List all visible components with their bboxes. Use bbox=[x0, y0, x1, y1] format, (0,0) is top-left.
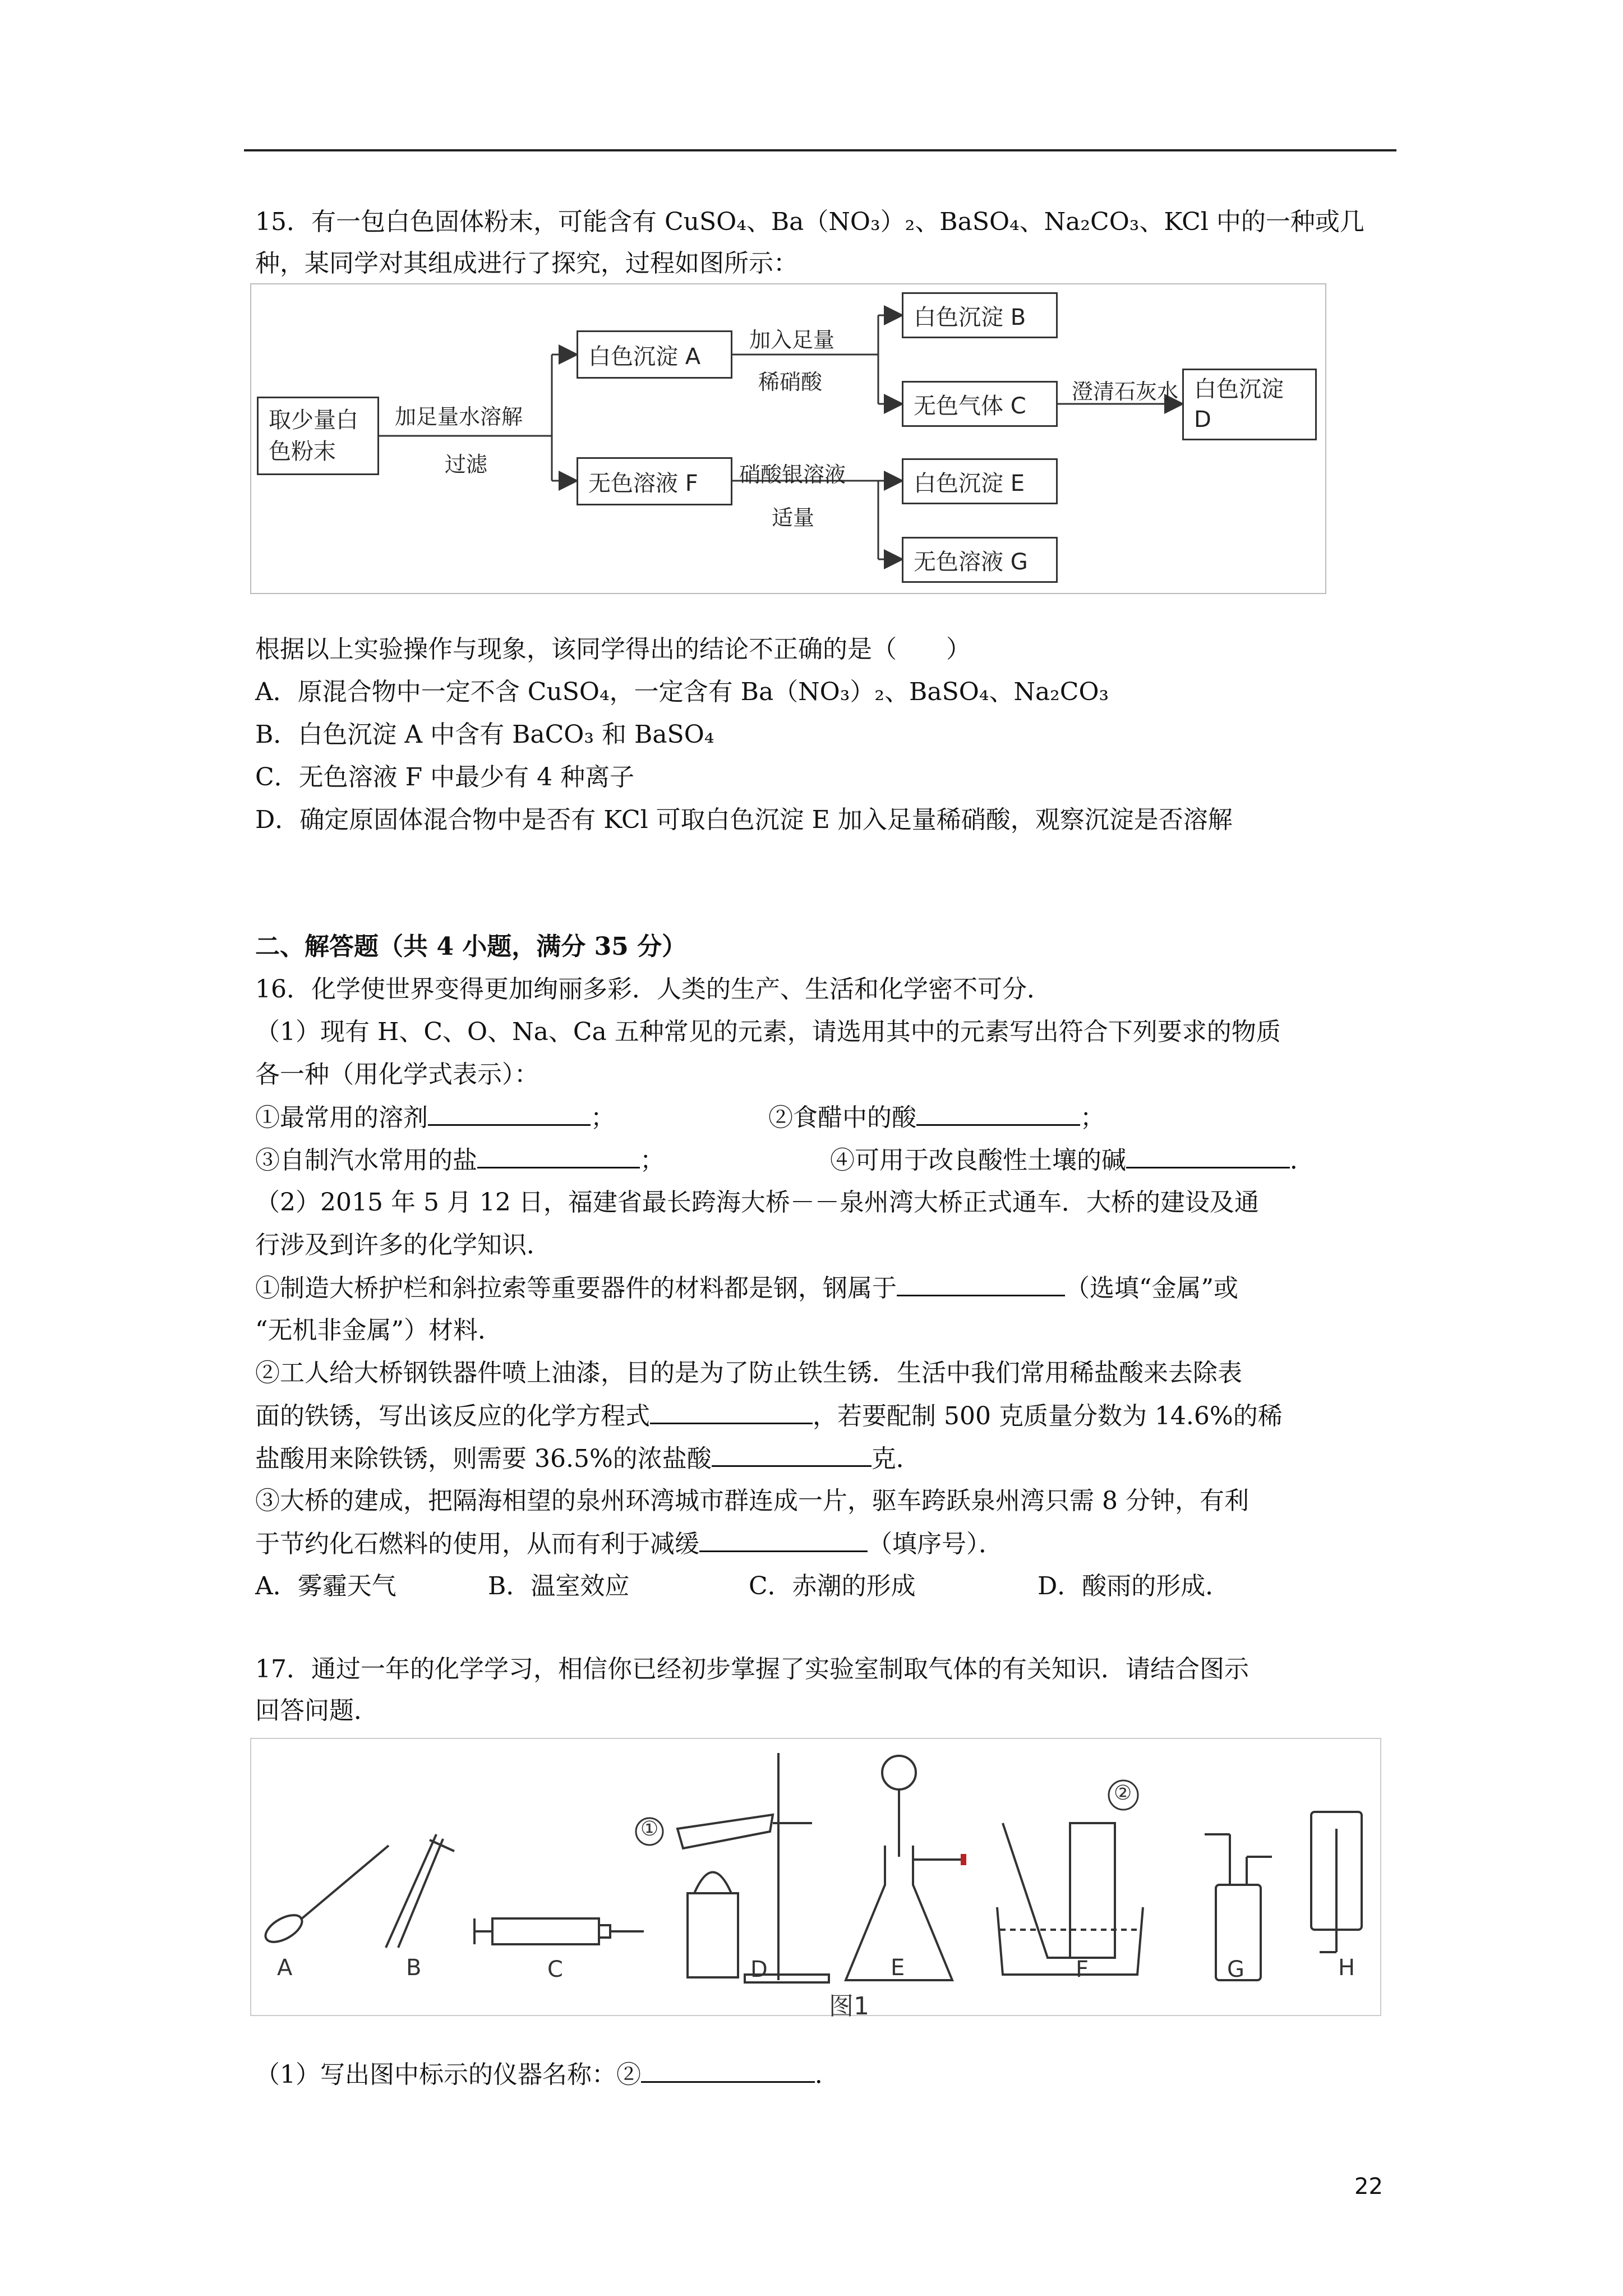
syringe-icon bbox=[474, 1918, 644, 1944]
q16-option-c: C．赤潮的形成 bbox=[749, 1572, 916, 1600]
flow-step3-bottom: 适量 bbox=[772, 505, 815, 530]
flow-start-line1: 取少量白 bbox=[269, 407, 358, 433]
flow-box-a: 白色沉淀 A bbox=[577, 330, 732, 379]
q15-line1: 15．有一包白色固体粉末，可能含有 CuSO₄、Ba（NO₃）₂、BaSO₄、Na₂CO₃、KCl 中的一种或几 bbox=[255, 208, 1364, 236]
flow-box-e: 白色沉淀 E bbox=[902, 458, 1058, 504]
q17-line2: 回答问题． bbox=[255, 1696, 379, 1725]
apparatus-label-d: D bbox=[750, 1957, 768, 1982]
spoon-icon bbox=[261, 1846, 389, 1948]
tweezers-icon bbox=[386, 1834, 454, 1948]
flow-box-d bbox=[1182, 369, 1317, 440]
apparatus-label-f: F bbox=[1076, 1957, 1089, 1982]
page-number: 22 bbox=[1354, 2174, 1383, 2200]
flow-step1-bottom: 过滤 bbox=[445, 452, 488, 477]
flowchart bbox=[250, 283, 1326, 594]
q16-item3-text: ③自制汽水常用的盐 bbox=[255, 1146, 477, 1175]
q16-option-a: A．雾霾天气 bbox=[255, 1572, 396, 1600]
q16-item1 bbox=[255, 1102, 615, 1134]
flow-box-g: 无色溶液 G bbox=[902, 537, 1058, 583]
flow-d-line1: 白色沉淀 bbox=[1194, 376, 1284, 402]
q16-sub2-text-d: 克． bbox=[871, 1444, 921, 1473]
flow-box-f: 无色溶液 F bbox=[577, 457, 732, 505]
q16-item4-text: ④可用于改良酸性土壤的碱 bbox=[830, 1146, 1126, 1175]
q16-sub1-line1 bbox=[255, 1272, 1238, 1304]
q16-part2-line1: （2）2015 年 5 月 12 日，福建省最长跨海大桥－－泉州湾大桥正式通车．大桥的建设及通 bbox=[255, 1188, 1259, 1217]
flow-step1-top: 加足量水溶解 bbox=[395, 404, 523, 429]
q16-sub2-text-c: 盐酸用来除铁锈，则需要 36.5%的浓盐酸 bbox=[255, 1444, 712, 1473]
q16-option-b: B．温室效应 bbox=[488, 1572, 630, 1600]
apparatus-mark-2: ② bbox=[1114, 1782, 1132, 1805]
q16-sub1-text-b: （选填“金属”或 bbox=[1065, 1274, 1238, 1303]
q15-line2: 种，某同学对其组成进行了探究，过程如图所示： bbox=[255, 249, 798, 278]
q16-sub3-text-a: 于节约化石燃料的使用，从而有利于减缓 bbox=[255, 1530, 699, 1558]
q15-option-c: C．无色溶液 F 中最少有 4 种离子 bbox=[255, 763, 635, 792]
flow-d-line2: D bbox=[1194, 407, 1211, 432]
q17-sub1-blank[interactable] bbox=[641, 2059, 815, 2083]
q16-item3-blank[interactable] bbox=[477, 1144, 640, 1168]
q16-intro: 16．化学使世界变得更加绚丽多彩．人类的生产、生活和化学密不可分． bbox=[255, 975, 1052, 1004]
q16-sub1-text-a: ①制造大桥护栏和斜拉索等重要器件的材料都是钢，钢属于 bbox=[255, 1274, 897, 1303]
apparatus-label-e: E bbox=[891, 1955, 905, 1981]
q15-option-d: D．确定原固体混合物中是否有 KCl 可取白色沉淀 E 加入足量稀硝酸，观察沉淀是否溶解 bbox=[255, 806, 1233, 834]
inverted-bottle-icon bbox=[1311, 1812, 1362, 1952]
apparatus-label-a: A bbox=[277, 1955, 293, 1981]
figure-caption: 图1 bbox=[829, 1992, 869, 2021]
apparatus-label-h: H bbox=[1338, 1955, 1355, 1981]
q16-sub1-blank[interactable] bbox=[897, 1272, 1065, 1296]
q16-item1-semi: ； bbox=[591, 1103, 615, 1132]
q16-sub3-line1: ③大桥的建成，把隔海相望的泉州环湾城市群连成一片，驱车跨跃泉州湾只需 8 分钟，有利 bbox=[255, 1487, 1249, 1515]
q17-sub1 bbox=[255, 2059, 840, 2091]
q15-option-b: B．白色沉淀 A 中含有 BaCO₃ 和 BaSO₄ bbox=[255, 720, 714, 749]
q16-sub2-line2 bbox=[255, 1400, 1283, 1432]
q16-item3-semi: ； bbox=[640, 1146, 665, 1175]
flow-step3-top: 硝酸银溶液 bbox=[739, 462, 846, 487]
flow-box-b: 白色沉淀 B bbox=[902, 292, 1058, 338]
q16-item2-text: ②食醋中的酸 bbox=[768, 1103, 916, 1132]
conical-flask-icon bbox=[846, 1756, 963, 1980]
apparatus-label-c: C bbox=[547, 1957, 563, 1982]
q15-option-a: A．原混合物中一定不含 CuSO₄，一定含有 Ba（NO₃）₂、BaSO₄、Na₂CO₃ bbox=[255, 678, 1109, 706]
q16-sub2-line3 bbox=[255, 1443, 921, 1475]
q16-item1-text: ①最常用的溶剂 bbox=[255, 1103, 428, 1132]
q16-item2-blank[interactable] bbox=[916, 1102, 1080, 1126]
q16-sub2-text-a: 面的铁锈，写出该反应的化学方程式 bbox=[255, 1402, 650, 1430]
q17-sub1-dot: ． bbox=[815, 2060, 840, 2089]
apparatus-label-b: B bbox=[406, 1955, 422, 1981]
q16-sub2-equation-blank[interactable] bbox=[650, 1400, 813, 1424]
q16-sub2-line1: ②工人给大桥钢铁器件喷上油漆，目的是为了防止铁生锈．生活中我们常用稀盐酸来去除表 bbox=[255, 1359, 1242, 1387]
apparatus-label-g: G bbox=[1227, 1957, 1244, 1982]
q16-option-d: D．酸雨的形成． bbox=[1038, 1572, 1230, 1600]
q16-sub2-mass-blank[interactable] bbox=[712, 1443, 872, 1467]
q16-item2-semi: ； bbox=[1080, 1103, 1105, 1132]
q16-item4 bbox=[830, 1144, 1315, 1176]
q17-sub1-text: （1）写出图中标示的仪器名称：② bbox=[255, 2060, 641, 2089]
q17-line1: 17．通过一年的化学学习，相信你已经初步掌握了实验室制取气体的有关知识．请结合图示 bbox=[255, 1655, 1249, 1683]
q16-item1-blank[interactable] bbox=[428, 1102, 591, 1126]
q16-sub3-blank[interactable] bbox=[699, 1528, 868, 1552]
q16-sub3-text-b: （填序号）． bbox=[868, 1530, 1003, 1558]
q16-part2-line2: 行涉及到许多的化学知识． bbox=[255, 1231, 551, 1259]
apparatus-figure bbox=[250, 1738, 1381, 2021]
q16-sub1-line2: “无机非金属”）材料． bbox=[255, 1316, 502, 1345]
water-trough-icon bbox=[997, 1780, 1143, 1975]
flow-start-line2: 色粉末 bbox=[269, 439, 336, 464]
heating-apparatus-icon bbox=[636, 1753, 829, 1982]
q16-sub2-text-b: ，若要配制 500 克质量分数为 14.6%的稀 bbox=[813, 1402, 1283, 1430]
q16-part1-line2: 各一种（用化学式表示）： bbox=[255, 1060, 539, 1089]
flow-start-box bbox=[257, 397, 379, 475]
apparatus-mark-1: ① bbox=[640, 1818, 659, 1841]
flow-step2-bottom: 稀硝酸 bbox=[758, 370, 823, 394]
q16-part1-line1: （1）现有 H、C、O、Na、Ca 五种常见的元素，请选用其中的元素写出符合下列要求的物质 bbox=[255, 1018, 1281, 1046]
section-title: 二、解答题（共 4 小题，满分 35 分） bbox=[255, 932, 687, 961]
q16-item4-dot: ． bbox=[1290, 1146, 1315, 1175]
q16-item4-blank[interactable] bbox=[1126, 1144, 1290, 1168]
q16-item3 bbox=[255, 1144, 665, 1176]
q16-item2 bbox=[768, 1102, 1105, 1134]
header-rule bbox=[244, 149, 1396, 151]
flow-box-c: 无色气体 C bbox=[902, 381, 1058, 427]
q15-question: 根据以上实验操作与现象，该同学得出的结论不正确的是（ ） bbox=[255, 635, 971, 664]
flow-step2-top: 加入足量 bbox=[749, 328, 835, 352]
flow-step4: 澄清石灰水 bbox=[1072, 379, 1179, 404]
q16-sub3-line2 bbox=[255, 1528, 1003, 1560]
